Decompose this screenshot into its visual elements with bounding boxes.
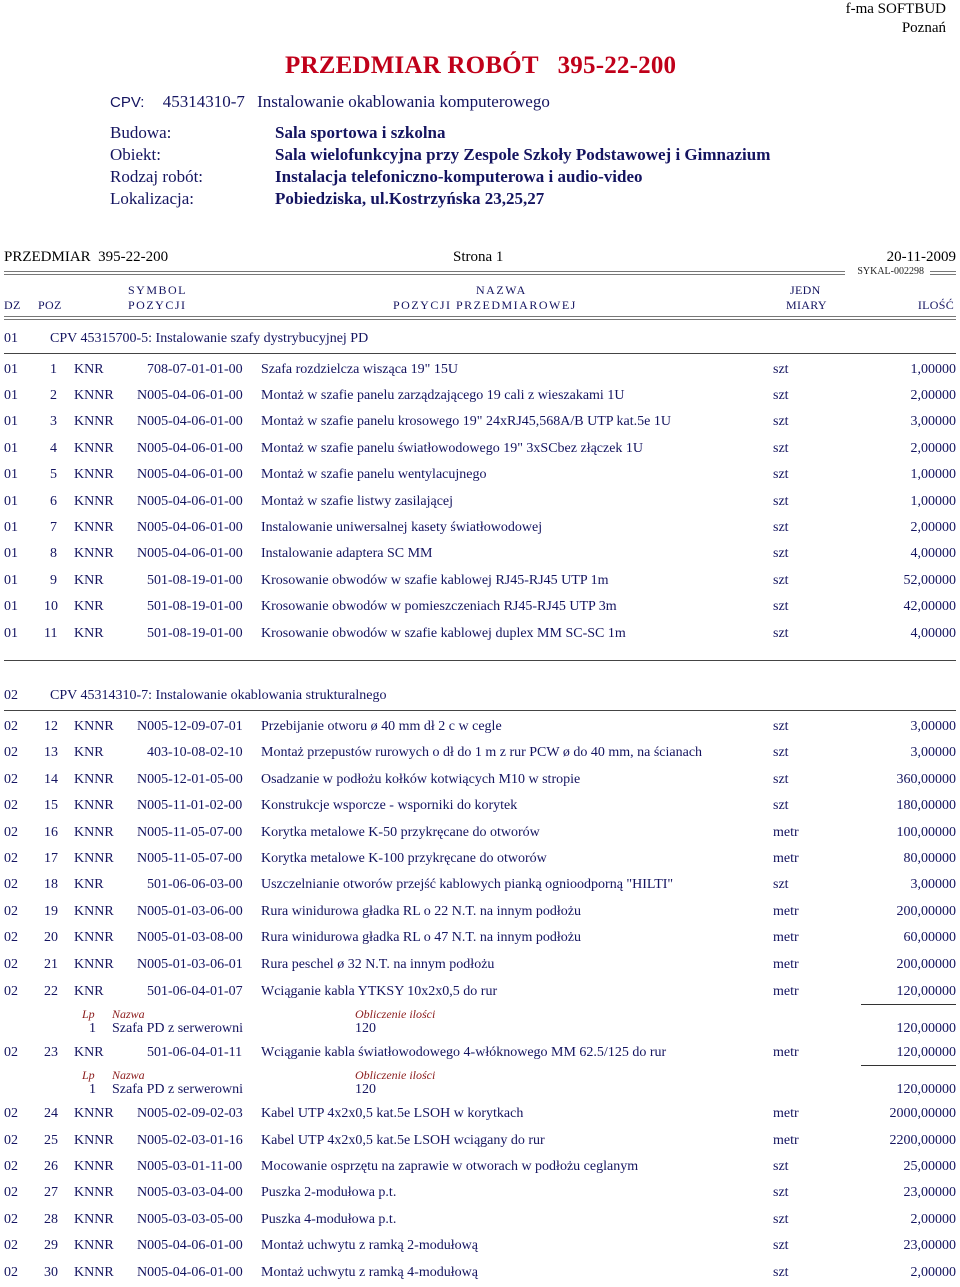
calc-total: 120,00000: [896, 1082, 956, 1097]
row-name: Wciąganie kabla YTKSY 10x2x0,5 do rur: [261, 984, 498, 999]
row-symbol: N005-01-03-06-01: [137, 957, 243, 972]
row-symbol: N005-03-03-05-00: [137, 1212, 243, 1227]
row-quantity: 2,00000: [910, 1212, 956, 1227]
calc-header-expr: Obliczenie ilości: [355, 1068, 436, 1082]
table-row: [0, 1185, 960, 1207]
row-quantity: 3,00000: [910, 745, 956, 760]
row-name: Krosowanie obwodów w szafie kablowej RJ45-RJ45 UTP 1m: [261, 573, 609, 588]
row-name: Instalowanie uniwersalnej kasety światłowodowej: [261, 520, 543, 535]
row-quantity: 52,00000: [903, 573, 956, 588]
table-row: [0, 1133, 960, 1155]
cpv-code: 45314310-7: [162, 92, 245, 111]
row-name: Montaż w szafie listwy zasilającej: [261, 494, 454, 509]
row-symbol: N005-04-06-01-00: [137, 467, 243, 482]
row-unit: metr: [773, 904, 799, 919]
row-dz: 02: [4, 798, 18, 813]
row-poz: 7: [50, 520, 57, 535]
row-quantity: 60,00000: [903, 930, 956, 945]
row-catalog: KNNR: [74, 414, 114, 429]
calc-lp: 1: [89, 1021, 96, 1036]
row-quantity: 2000,00000: [889, 1106, 956, 1121]
row-dz: 02: [4, 1106, 18, 1121]
row-dz: 02: [4, 851, 18, 866]
quantity-underline: [861, 1004, 956, 1005]
row-poz: 12: [44, 719, 58, 734]
table-row: [0, 388, 960, 410]
cpv-label: CPV:: [110, 94, 145, 111]
row-poz: 21: [44, 957, 58, 972]
table-row: [0, 1159, 960, 1181]
row-catalog: KNNR: [74, 825, 114, 840]
row-dz: 02: [4, 984, 18, 999]
row-unit: metr: [773, 984, 799, 999]
info-value: Sala sportowa i szkolna: [275, 123, 446, 142]
row-quantity: 180,00000: [896, 798, 956, 813]
row-catalog: KNNR: [74, 772, 114, 787]
row-symbol: N005-01-03-06-00: [137, 904, 243, 919]
row-unit: szt: [773, 573, 789, 588]
row-poz: 10: [44, 599, 58, 614]
row-name: Mocowanie osprzętu na zaprawie w otworach w podłożu ceglanym: [261, 1159, 639, 1174]
header-rule: [4, 271, 845, 275]
row-catalog: KNR: [74, 362, 104, 377]
col-nazwa-top: NAZWA: [476, 283, 527, 297]
row-unit: szt: [773, 441, 789, 456]
row-name: Rura winidurowa gładka RL o 22 N.T. na innym podłożu: [261, 904, 581, 919]
document-title: PRZEDMIAR ROBÓT 395-22-200: [285, 52, 677, 79]
row-symbol: N005-04-06-01-00: [137, 520, 243, 535]
firm-block: [846, 0, 946, 38]
table-row: [0, 930, 960, 952]
row-unit: szt: [773, 362, 789, 377]
row-unit: szt: [773, 1212, 789, 1227]
row-symbol: N005-11-01-02-00: [137, 798, 243, 813]
row-catalog: KNNR: [74, 851, 114, 866]
row-name: Montaż uchwytu z ramką 4-modułową: [261, 1265, 478, 1280]
calc-header-name: Nazwa: [112, 1007, 145, 1021]
table-row: [0, 957, 960, 979]
firm-city: Poznań: [901, 20, 946, 36]
row-quantity: 3,00000: [910, 719, 956, 734]
row-name: Montaż w szafie panelu zarządzającego 19 cali z wieszakami 1U: [261, 388, 625, 403]
info-key: Budowa:: [110, 123, 172, 142]
row-name: Kabel UTP 4x2x0,5 kat.5e LSOH wciągany do rur: [261, 1133, 545, 1148]
row-symbol: N005-01-03-08-00: [137, 930, 243, 945]
row-poz: 23: [44, 1045, 58, 1060]
row-unit: metr: [773, 1045, 799, 1060]
row-poz: 28: [44, 1212, 58, 1227]
info-value: Sala wielofunkcyjna przy Zespole Szkoły Podstawowej i Gimnazium: [275, 145, 771, 164]
row-symbol: N005-02-09-02-03: [137, 1106, 243, 1121]
row-catalog: KNNR: [74, 1265, 114, 1280]
row-dz: 01: [4, 626, 18, 641]
row-name: Krosowanie obwodów w szafie kablowej duplex MM SC-SC 1m: [261, 626, 626, 641]
row-poz: 16: [44, 825, 58, 840]
row-quantity: 100,00000: [896, 825, 956, 840]
row-poz: 25: [44, 1133, 58, 1148]
row-name: Korytka metalowe K-100 przykręcane do otworów: [261, 851, 547, 866]
row-name: Rura peschel ø 32 N.T. na innym podłożu: [261, 957, 495, 972]
calc-header-name: Nazwa: [112, 1068, 145, 1082]
row-poz: 9: [50, 573, 57, 588]
row-symbol: N005-04-06-01-00: [137, 494, 243, 509]
row-symbol: N005-03-03-04-00: [137, 1185, 243, 1200]
table-row: [0, 520, 960, 542]
row-name: Szafa rozdzielcza wisząca 19" 15U: [261, 362, 458, 377]
calc-header-lp: Lp: [82, 1068, 95, 1082]
row-dz: 02: [4, 1133, 18, 1148]
row-poz: 20: [44, 930, 58, 945]
table-row: [0, 772, 960, 794]
row-symbol: N005-04-06-01-00: [137, 1238, 243, 1253]
row-unit: metr: [773, 957, 799, 972]
row-name: Wciąganie kabla światłowodowego 4-włóknowego MM 62.5/125 do rur: [261, 1045, 667, 1060]
row-poz: 29: [44, 1238, 58, 1253]
row-catalog: KNNR: [74, 904, 114, 919]
row-unit: metr: [773, 825, 799, 840]
row-name: Montaż uchwytu z ramką 2-modułową: [261, 1238, 478, 1253]
row-unit: metr: [773, 851, 799, 866]
row-symbol: N005-12-09-07-01: [137, 719, 243, 734]
row-poz: 2: [50, 388, 57, 403]
row-dz: 02: [4, 719, 18, 734]
row-catalog: KNNR: [74, 1185, 114, 1200]
row-catalog: KNNR: [74, 546, 114, 561]
row-unit: szt: [773, 467, 789, 482]
row-poz: 15: [44, 798, 58, 813]
row-poz: 4: [50, 441, 57, 456]
row-name: Puszka 4-modułowa p.t.: [261, 1212, 397, 1227]
row-symbol: N005-04-06-01-00: [137, 441, 243, 456]
row-quantity: 2200,00000: [889, 1133, 956, 1148]
row-name: Konstrukcje wsporcze - wsporniki do korytek: [261, 798, 518, 813]
table-row: [0, 573, 960, 595]
row-dz: 01: [4, 494, 18, 509]
table-row: [0, 1238, 960, 1260]
section-dz: 02: [4, 688, 18, 703]
row-catalog: KNNR: [74, 494, 114, 509]
row-unit: metr: [773, 1133, 799, 1148]
section-rule: [4, 660, 956, 661]
calc-header-expr: Obliczenie ilości: [355, 1007, 436, 1021]
table-row: [0, 414, 960, 436]
section-title: CPV 45315700-5: Instalowanie szafy dystrybucyjnej PD: [50, 331, 369, 346]
project-info: [110, 122, 770, 210]
section-rule: [4, 710, 956, 711]
row-dz: 01: [4, 546, 18, 561]
table-row: [0, 1212, 960, 1234]
table-row: [0, 1265, 960, 1287]
calc-total: 120,00000: [896, 1021, 956, 1036]
row-catalog: KNR: [74, 745, 104, 760]
table-row: [0, 984, 960, 1006]
table-row: [0, 798, 960, 820]
row-dz: 02: [4, 904, 18, 919]
row-unit: szt: [773, 414, 789, 429]
row-catalog: KNNR: [74, 388, 114, 403]
row-name: Rura winidurowa gładka RL o 47 N.T. na innym podłożu: [261, 930, 581, 945]
info-value: Instalacja telefoniczno-komputerowa i audio-video: [275, 167, 643, 186]
row-unit: szt: [773, 745, 789, 760]
table-row: [0, 441, 960, 463]
table-row: [0, 599, 960, 621]
row-symbol: 708-07-01-01-00: [147, 362, 243, 377]
calc-header-lp: Lp: [82, 1007, 95, 1021]
row-dz: 02: [4, 1265, 18, 1280]
row-quantity: 2,00000: [910, 520, 956, 535]
col-symbol-bottom: POZYCJI: [128, 298, 187, 312]
quantity-calculation: [0, 1007, 960, 1041]
header-rule: [930, 271, 956, 275]
row-symbol: N005-11-05-07-00: [137, 825, 243, 840]
row-dz: 02: [4, 1212, 18, 1227]
row-name: Krosowanie obwodów w pomieszczeniach RJ45-RJ45 UTP 3m: [261, 599, 617, 614]
row-symbol: 501-08-19-01-00: [147, 626, 243, 641]
row-catalog: KNNR: [74, 798, 114, 813]
table-row: [0, 904, 960, 926]
row-dz: 02: [4, 1238, 18, 1253]
row-name: Instalowanie adaptera SC MM: [261, 546, 433, 561]
row-dz: 02: [4, 745, 18, 760]
table-row: [0, 626, 960, 648]
row-quantity: 360,00000: [896, 772, 956, 787]
row-poz: 26: [44, 1159, 58, 1174]
firm-name: f-ma SOFTBUD: [845, 1, 946, 17]
row-symbol: N005-04-06-01-00: [137, 1265, 243, 1280]
row-poz: 22: [44, 984, 58, 999]
row-unit: szt: [773, 494, 789, 509]
row-poz: 5: [50, 467, 57, 482]
row-catalog: KNR: [74, 877, 104, 892]
row-dz: 01: [4, 573, 18, 588]
row-catalog: KNNR: [74, 1159, 114, 1174]
row-name: Montaż przepustów rurowych o dł do 1 m z rur PCW ø do 40 mm, na ścianach: [261, 745, 703, 760]
row-quantity: 23,00000: [903, 1238, 956, 1253]
row-name: Uszczelnianie otworów przejść kablowych pianką ognioodporną "HILTI": [261, 877, 674, 892]
row-unit: szt: [773, 1159, 789, 1174]
row-catalog: KNNR: [74, 1133, 114, 1148]
row-quantity: 3,00000: [910, 414, 956, 429]
row-quantity: 2,00000: [910, 1265, 956, 1280]
row-poz: 17: [44, 851, 58, 866]
row-poz: 8: [50, 546, 57, 561]
row-catalog: KNNR: [74, 1238, 114, 1253]
calc-expr: 120: [355, 1082, 376, 1097]
row-dz: 02: [4, 877, 18, 892]
table-row: [0, 494, 960, 516]
row-unit: szt: [773, 798, 789, 813]
row-dz: 01: [4, 414, 18, 429]
row-dz: 02: [4, 957, 18, 972]
calc-expr: 120: [355, 1021, 376, 1036]
col-ilosc: ILOŚĆ: [917, 298, 954, 312]
row-name: Korytka metalowe K-50 przykręcane do otworów: [261, 825, 540, 840]
row-unit: szt: [773, 1265, 789, 1280]
row-quantity: 1,00000: [910, 362, 956, 377]
row-name: Kabel UTP 4x2x0,5 kat.5e LSOH w korytkach: [261, 1106, 524, 1121]
calc-name: Szafa PD z serwerowni: [112, 1021, 244, 1036]
row-dz: 02: [4, 930, 18, 945]
table-row: [0, 546, 960, 568]
report-header-left: PRZEDMIAR 395-22-200: [4, 249, 169, 265]
row-symbol: N005-04-06-01-00: [137, 414, 243, 429]
row-symbol: 501-06-04-01-07: [147, 984, 243, 999]
info-value: Pobiedziska, ul.Kostrzyńska 23,25,27: [275, 189, 545, 208]
row-name: Montaż w szafie panelu światłowodowego 19" 3xSCbez złączek 1U: [261, 441, 644, 456]
row-unit: szt: [773, 599, 789, 614]
row-quantity: 23,00000: [903, 1185, 956, 1200]
row-quantity: 4,00000: [910, 626, 956, 641]
table-row: [0, 745, 960, 767]
quantity-underline: [861, 1065, 956, 1066]
table-row: [0, 719, 960, 741]
row-unit: szt: [773, 1185, 789, 1200]
row-dz: 02: [4, 1159, 18, 1174]
row-dz: 01: [4, 388, 18, 403]
row-catalog: KNNR: [74, 520, 114, 535]
row-catalog: KNNR: [74, 930, 114, 945]
row-unit: szt: [773, 719, 789, 734]
quantity-calculation: [0, 1068, 960, 1102]
col-nazwa-bottom: POZYCJI PRZEDMIAROWEJ: [393, 298, 577, 312]
row-symbol: N005-11-05-07-00: [137, 851, 243, 866]
row-dz: 01: [4, 520, 18, 535]
row-catalog: KNNR: [74, 467, 114, 482]
row-unit: szt: [773, 1238, 789, 1253]
row-quantity: 42,00000: [903, 599, 956, 614]
row-dz: 02: [4, 1185, 18, 1200]
row-symbol: 501-08-19-01-00: [147, 573, 243, 588]
row-symbol: 501-08-19-01-00: [147, 599, 243, 614]
row-dz: 02: [4, 825, 18, 840]
row-dz: 01: [4, 599, 18, 614]
row-unit: szt: [773, 626, 789, 641]
row-unit: metr: [773, 1106, 799, 1121]
row-catalog: KNR: [74, 1045, 104, 1060]
row-symbol: N005-02-03-01-16: [137, 1133, 243, 1148]
table-row: [0, 467, 960, 489]
info-key: Obiekt:: [110, 145, 161, 164]
calc-name: Szafa PD z serwerowni: [112, 1082, 244, 1097]
report-date: 20-11-2009: [886, 249, 956, 265]
table-row: [0, 1045, 960, 1067]
row-poz: 1: [50, 362, 57, 377]
table-row: [0, 362, 960, 384]
row-quantity: 2,00000: [910, 388, 956, 403]
row-symbol: N005-12-01-05-00: [137, 772, 243, 787]
row-catalog: KNNR: [74, 441, 114, 456]
row-dz: 02: [4, 1045, 18, 1060]
sykal-code: SYKAL-002298: [857, 266, 924, 277]
row-symbol: 501-06-04-01-11: [147, 1045, 243, 1060]
row-quantity: 120,00000: [896, 1045, 956, 1060]
row-quantity: 80,00000: [903, 851, 956, 866]
row-quantity: 2,00000: [910, 441, 956, 456]
row-symbol: 403-10-08-02-10: [147, 745, 243, 760]
table-row: [0, 877, 960, 899]
section-rule: [4, 353, 956, 354]
row-poz: 6: [50, 494, 57, 509]
info-key: Lokalizacja:: [110, 189, 195, 208]
row-unit: szt: [773, 388, 789, 403]
row-dz: 01: [4, 467, 18, 482]
row-unit: szt: [773, 520, 789, 535]
row-name: Montaż w szafie panelu krosowego 19" 24xRJ45,568A/B UTP kat.5e 1U: [261, 414, 671, 429]
row-unit: szt: [773, 546, 789, 561]
row-catalog: KNNR: [74, 719, 114, 734]
row-poz: 18: [44, 877, 58, 892]
columns-rule: [4, 316, 956, 320]
row-unit: szt: [773, 772, 789, 787]
col-jedn-top: JEDN: [790, 283, 821, 297]
row-poz: 3: [50, 414, 57, 429]
row-poz: 24: [44, 1106, 58, 1121]
info-key: Rodzaj robót:: [110, 167, 204, 186]
row-dz: 01: [4, 362, 18, 377]
row-catalog: KNR: [74, 984, 104, 999]
row-dz: 02: [4, 772, 18, 787]
row-quantity: 4,00000: [910, 546, 956, 561]
row-quantity: 1,00000: [910, 467, 956, 482]
row-catalog: KNNR: [74, 1212, 114, 1227]
row-symbol: 501-06-06-03-00: [147, 877, 243, 892]
row-quantity: 25,00000: [903, 1159, 956, 1174]
row-catalog: KNNR: [74, 957, 114, 972]
row-symbol: N005-04-06-01-00: [137, 546, 243, 561]
row-poz: 27: [44, 1185, 58, 1200]
row-poz: 14: [44, 772, 58, 787]
row-poz: 11: [44, 626, 58, 641]
row-unit: szt: [773, 877, 789, 892]
table-row: [0, 1106, 960, 1128]
row-quantity: 120,00000: [896, 984, 956, 999]
row-unit: metr: [773, 930, 799, 945]
col-dz: DZ: [4, 298, 21, 312]
row-symbol: N005-04-06-01-00: [137, 388, 243, 403]
row-catalog: KNNR: [74, 1106, 114, 1121]
col-jedn-bottom: MIARY: [786, 298, 827, 312]
row-name: Puszka 2-modułowa p.t.: [261, 1185, 397, 1200]
row-name: Montaż w szafie panelu wentylacujnego: [261, 467, 487, 482]
row-poz: 30: [44, 1265, 58, 1280]
row-quantity: 3,00000: [910, 877, 956, 892]
col-symbol-top: SYMBOL: [128, 283, 188, 297]
row-poz: 13: [44, 745, 58, 760]
row-poz: 19: [44, 904, 58, 919]
row-name: Osadzanie w podłożu kołków kotwiących M10 w stropie: [261, 772, 581, 787]
row-catalog: KNR: [74, 573, 104, 588]
cpv-desc: Instalowanie okablowania komputerowego: [257, 92, 550, 111]
col-poz: POZ: [38, 298, 62, 312]
row-dz: 01: [4, 441, 18, 456]
calc-lp: 1: [89, 1082, 96, 1097]
table-row: [0, 851, 960, 873]
page-number: Strona 1: [453, 249, 504, 265]
row-quantity: 1,00000: [910, 494, 956, 509]
row-catalog: KNR: [74, 599, 104, 614]
row-name: Przebijanie otworu ø 40 mm dł 2 c w cegle: [261, 719, 502, 734]
row-quantity: 200,00000: [896, 957, 956, 972]
section-dz: 01: [4, 331, 18, 346]
table-row: [0, 825, 960, 847]
section-title: CPV 45314310-7: Instalowanie okablowania strukturalnego: [50, 688, 387, 703]
row-quantity: 200,00000: [896, 904, 956, 919]
cpv-line: [110, 92, 550, 112]
row-catalog: KNR: [74, 626, 104, 641]
row-symbol: N005-03-01-11-00: [137, 1159, 243, 1174]
